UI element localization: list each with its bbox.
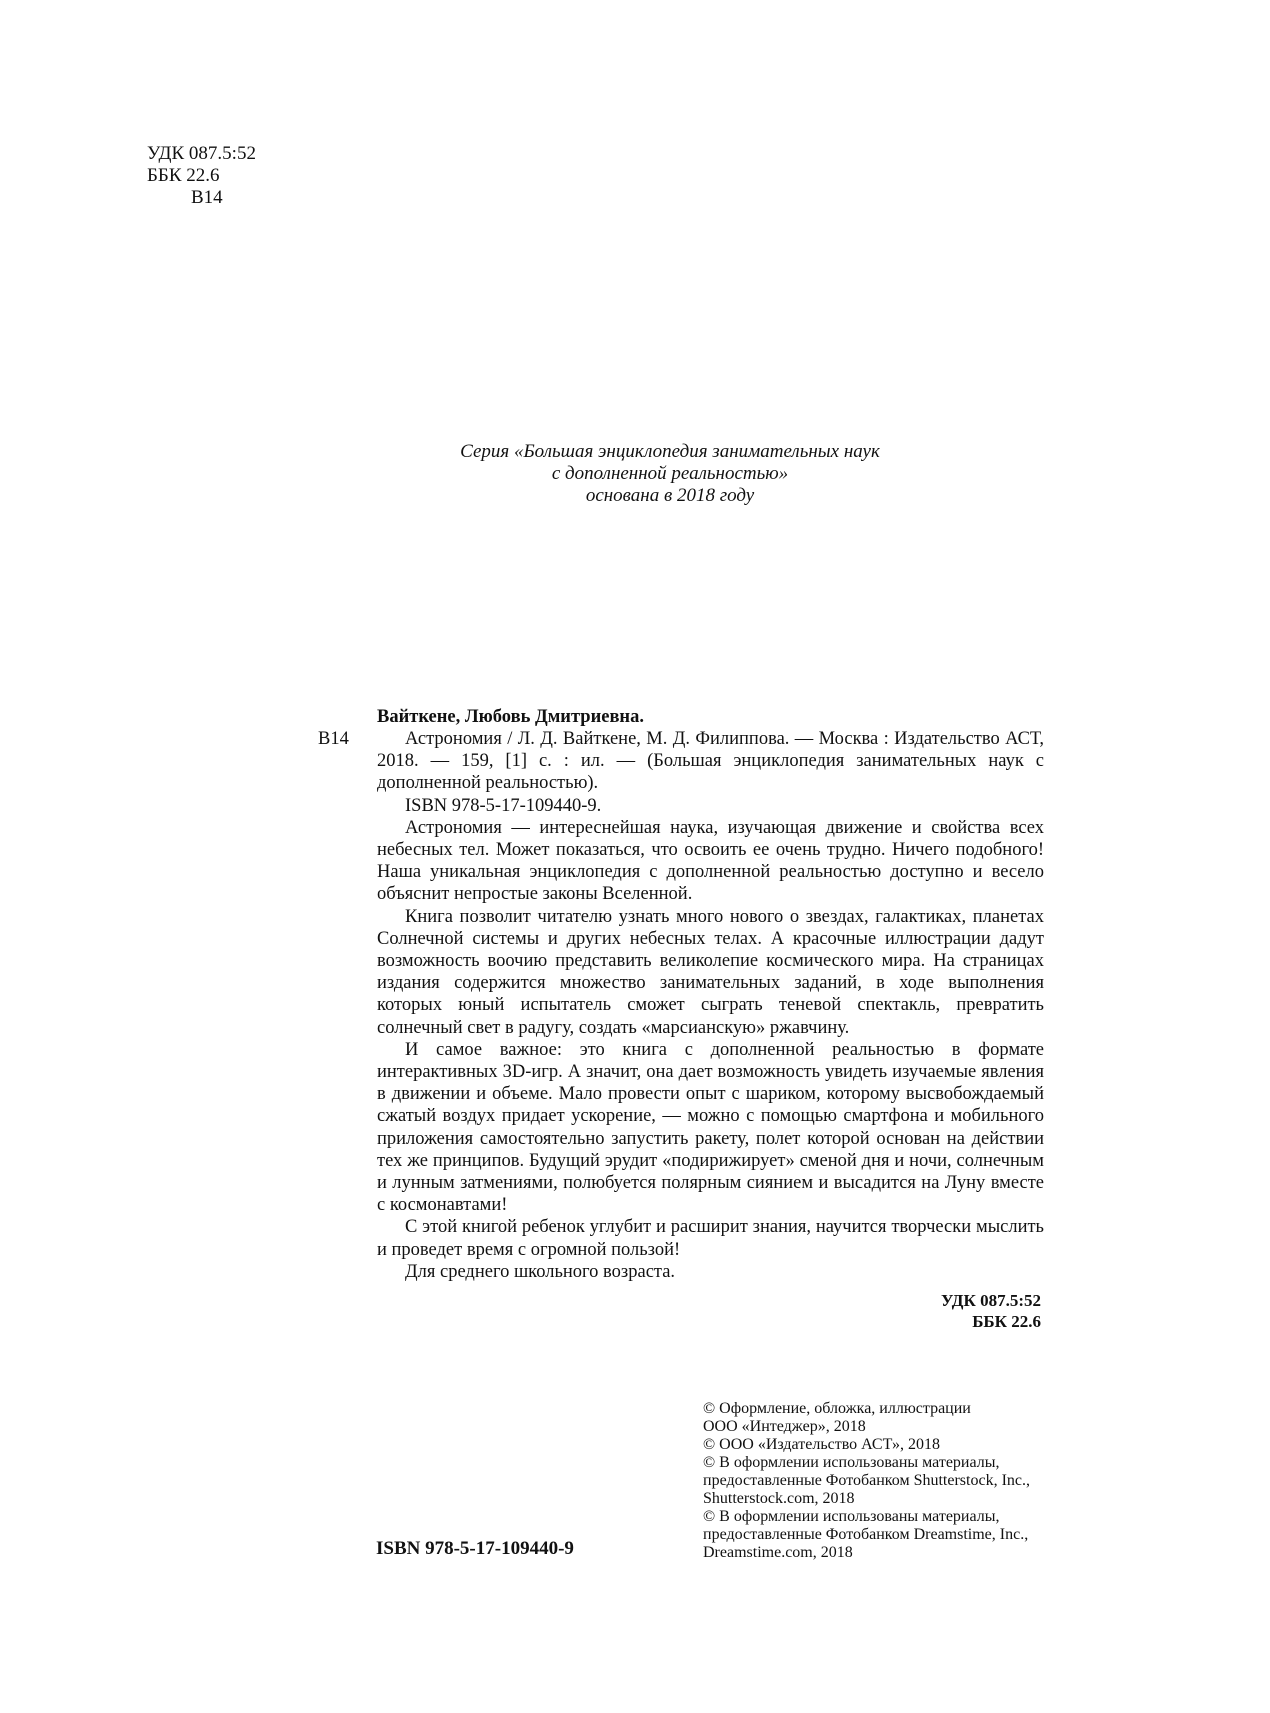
copyright-publisher: © ООО «Издательство АСТ», 2018	[703, 1436, 940, 1453]
copyright-shutterstock-2: предоставленные Фотобанком Shutterstock, Inc.,	[703, 1472, 1031, 1489]
author-mark: В14	[191, 187, 223, 208]
bbk-code-bottom: ББК 22.6	[972, 1312, 1041, 1331]
annotation-paragraph-3: И самое важное: это книга с дополненной реальностью в формате интерактивных 3D-игр. А значит, она дает возможность увидеть изучаемые явления в движении и объеме. Мало провести опыт с шариком, которому высвобождаемый сжатый воздух придает ускорение, — можно с помощью смартфона и мобильного приложения самостоятельно запустить ракету, полет которой основан на действии тех же принципов. Будущий эрудит «подирижирует» сменой дня и ночи, солнечным и лунным затмениями, полюбуется полярным сиянием и высадится на Луну вместе с космонавтами!	[377, 1039, 1044, 1216]
bbk-code: ББК 22.6	[147, 165, 220, 186]
series-line-1: Серия «Большая энциклопедия занимательных наук	[460, 441, 880, 462]
copyright-design-2: ООО «Интеджер», 2018	[703, 1418, 866, 1435]
isbn-footer: ISBN 978-5-17-109440-9	[376, 1538, 574, 1559]
series-statement	[350, 441, 990, 507]
copyright-shutterstock-1: © В оформлении использованы материалы,	[703, 1454, 1000, 1471]
udk-code: УДК 087.5:52	[147, 143, 256, 164]
annotation-paragraph-4: С этой книгой ребенок углубит и расширит знания, научится творчески мыслить и проведет время с огромной пользой!	[377, 1217, 1044, 1260]
bibliographic-record	[377, 728, 1044, 1283]
copyright-design-1: © Оформление, обложка, иллюстрации	[703, 1400, 971, 1417]
copyright-dreamstime-3: Dreamstime.com, 2018	[703, 1544, 853, 1561]
annotation-paragraph-2: Книга позволит читателю узнать много нового о звездах, галактиках, планетах Солнечной системы и других небесных телах. А красочные иллюстрации дадут возможность воочию представить великолепие космического мира. На страницах издания содержится множество занимательных заданий, в ходе выполнения которых юный испытатель сможет сыграть теневой спектакль, превратить солнечный свет в радугу, создать «марсианскую» ржавчину.	[377, 906, 1044, 1038]
copyright-notices	[703, 1400, 1053, 1562]
series-line-3: основана в 2018 году	[585, 485, 755, 506]
classification-header	[147, 143, 256, 209]
author-heading: Вайткене, Любовь Дмитриевна.	[377, 707, 644, 727]
copyright-dreamstime-1: © В оформлении использованы материалы,	[703, 1508, 1000, 1525]
copyright-dreamstime-2: предоставленные Фотобанком Dreamstime, Inc.,	[703, 1526, 1029, 1543]
classification-footer	[941, 1290, 1041, 1332]
author-mark-left: В14	[318, 729, 349, 749]
udk-code-bottom: УДК 087.5:52	[941, 1291, 1041, 1310]
age-rating: Для среднего школьного возраста.	[405, 1261, 676, 1282]
series-line-2: с дополненной реальностью»	[551, 463, 789, 484]
annotation-paragraph-1: Астрономия — интереснейшая наука, изучающая движение и свойства всех небесных тел. Может показаться, что освоить ее очень трудно. Ничего подобного! Наша уникальная энциклопедия с дополненной реальностью доступно и весело объяснит непростые законы Вселенной.	[377, 817, 1044, 905]
bibliographic-description: Астрономия / Л. Д. Вайткене, М. Д. Филиппова. — Москва : Издательство АСТ, 2018. — 159, [1] с. : ил. — (Большая энциклопедия занимательных наук с дополненной реальностью).	[377, 729, 1044, 794]
isbn-line: ISBN 978-5-17-109440-9.	[405, 795, 602, 816]
copyright-shutterstock-3: Shutterstock.com, 2018	[703, 1490, 855, 1507]
